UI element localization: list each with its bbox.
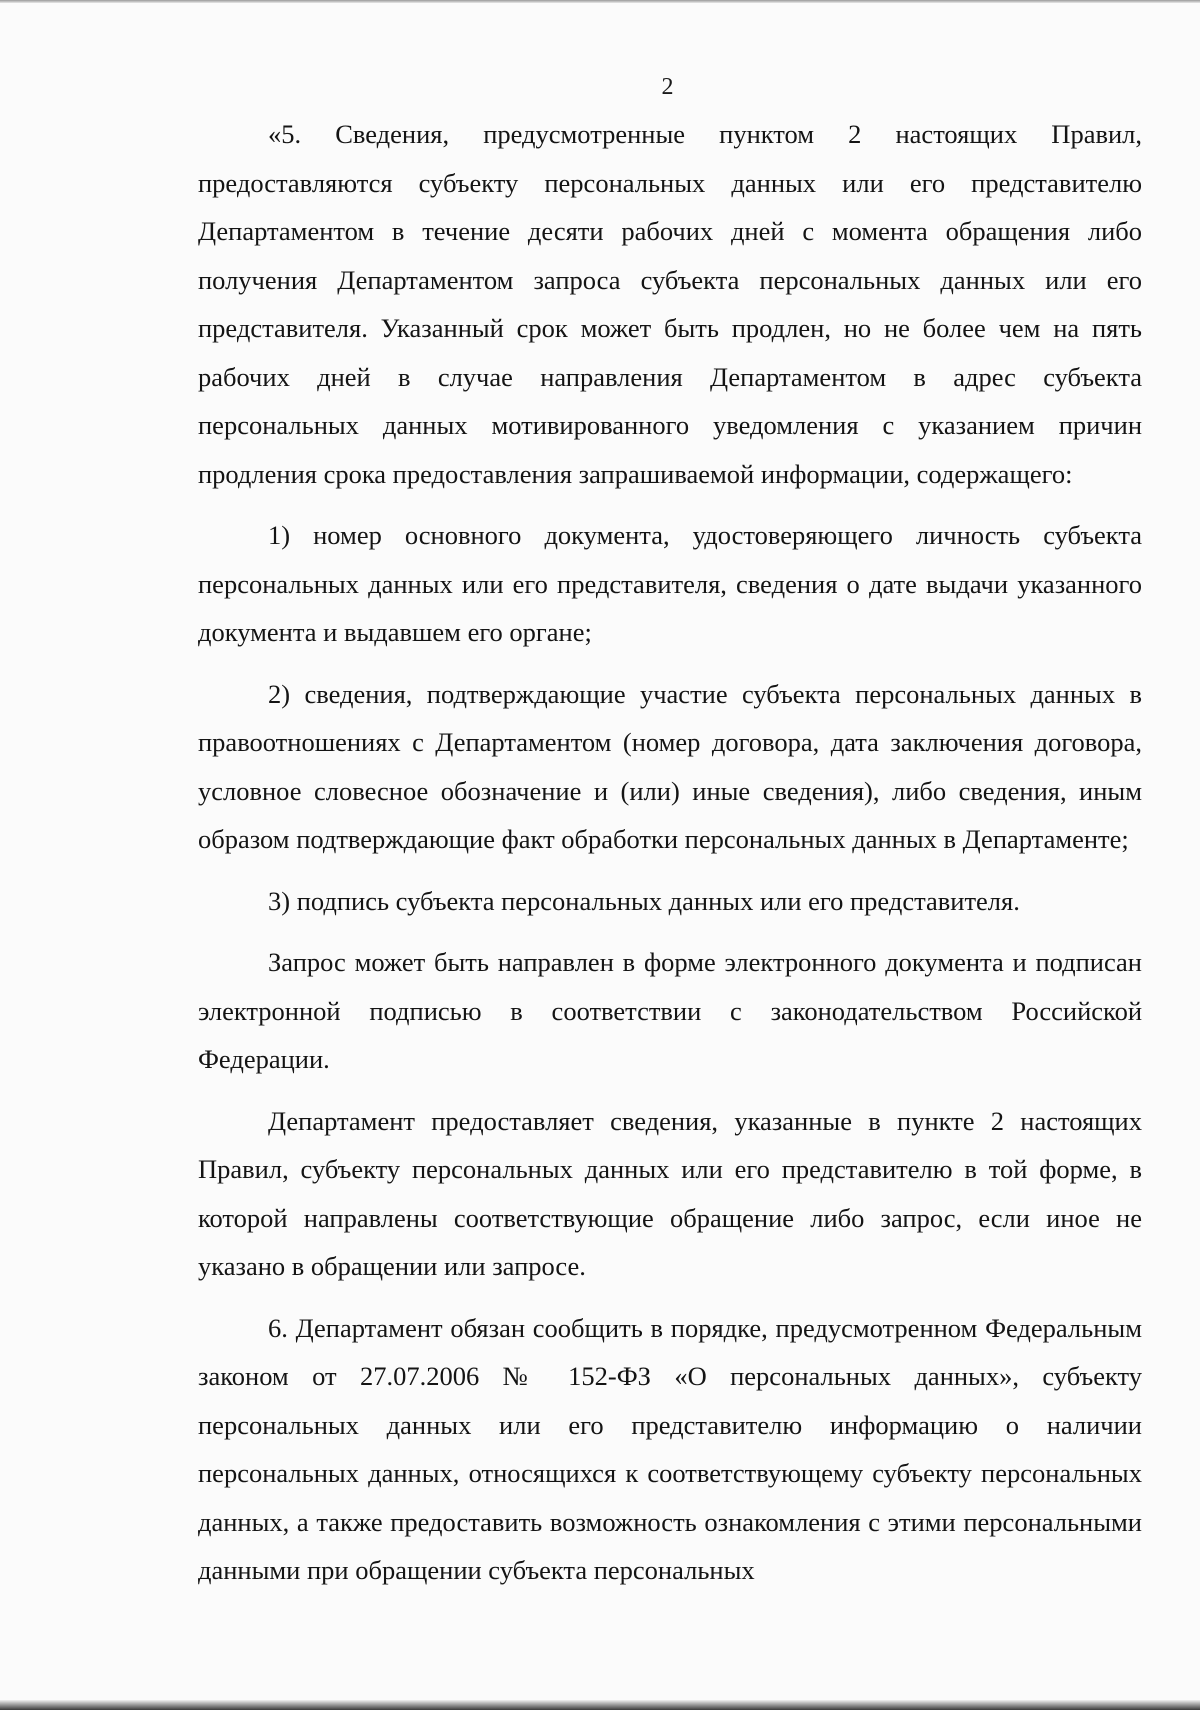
paragraph-subitem-3: 3) подпись субъекта персональных данных или его представителя. [268,885,1020,916]
document-body [198,110,1142,1595]
paragraph-subitem-2: 2) сведения, подтверждающие участие субъекта персональных данных в правоотношениях с Департаментом (номер договора, дата заключения договора, условное словесное обозначение и (или) иные сведения), либо сведения, иным образом подтверждающие факт обработки персональных данных в Департаменте; [198,678,1142,854]
paragraph-department-provides: Департамент предоставляет сведения, указанные в пункте 2 настоящих Правил, субъекту персональных данных или его представителю в той форме, в которой направлены соответствующие обращение либо запрос, если иное не указано в обращении или запросе. [198,1105,1142,1281]
paragraph-item-6: 6. Департамент обязан сообщить в порядке, предусмотренном Федеральным законом от 27.07.2006 № 152-ФЗ «О персональных данных», субъекту персональных данных или его представителю информацию о наличии персональных данных, относящихся к соответствующему субъекту персональных данных, а также предоставить возможность ознакомления с этими персональными данными при обращении субъекта персональных [198,1312,1142,1585]
scan-top-edge [0,0,1200,3]
paragraph-subitem-1: 1) номер основного документа, удостоверяющего личность субъекта персональных данных или его представителя, сведения о дате выдачи указанного документа и выдавшем его органе; [198,520,1142,647]
scan-bottom-edge [0,1700,1200,1710]
paragraph-electronic-request: Запрос может быть направлен в форме электронного документа и подписан электронной подписью в соответствии с законодательством Российской Федерации. [198,947,1142,1074]
page-number: 2 [661,74,674,100]
paragraph-item-5: «5. Сведения, предусмотренные пунктом 2 настоящих Правил, предоставляются субъекту персональных данных или его представителю Департаментом в течение десяти рабочих дней с момента обращения либо получения Департаментом запроса субъекта персональных данных или его представителя. Указанный срок может быть продлен, но не более чем на пять рабочих дней в случае направления Департаментом в адрес субъекта персональных данных мотивированного уведомления с указанием причин продления срока предоставления запрашиваемой информации, содержащего: [198,119,1142,489]
